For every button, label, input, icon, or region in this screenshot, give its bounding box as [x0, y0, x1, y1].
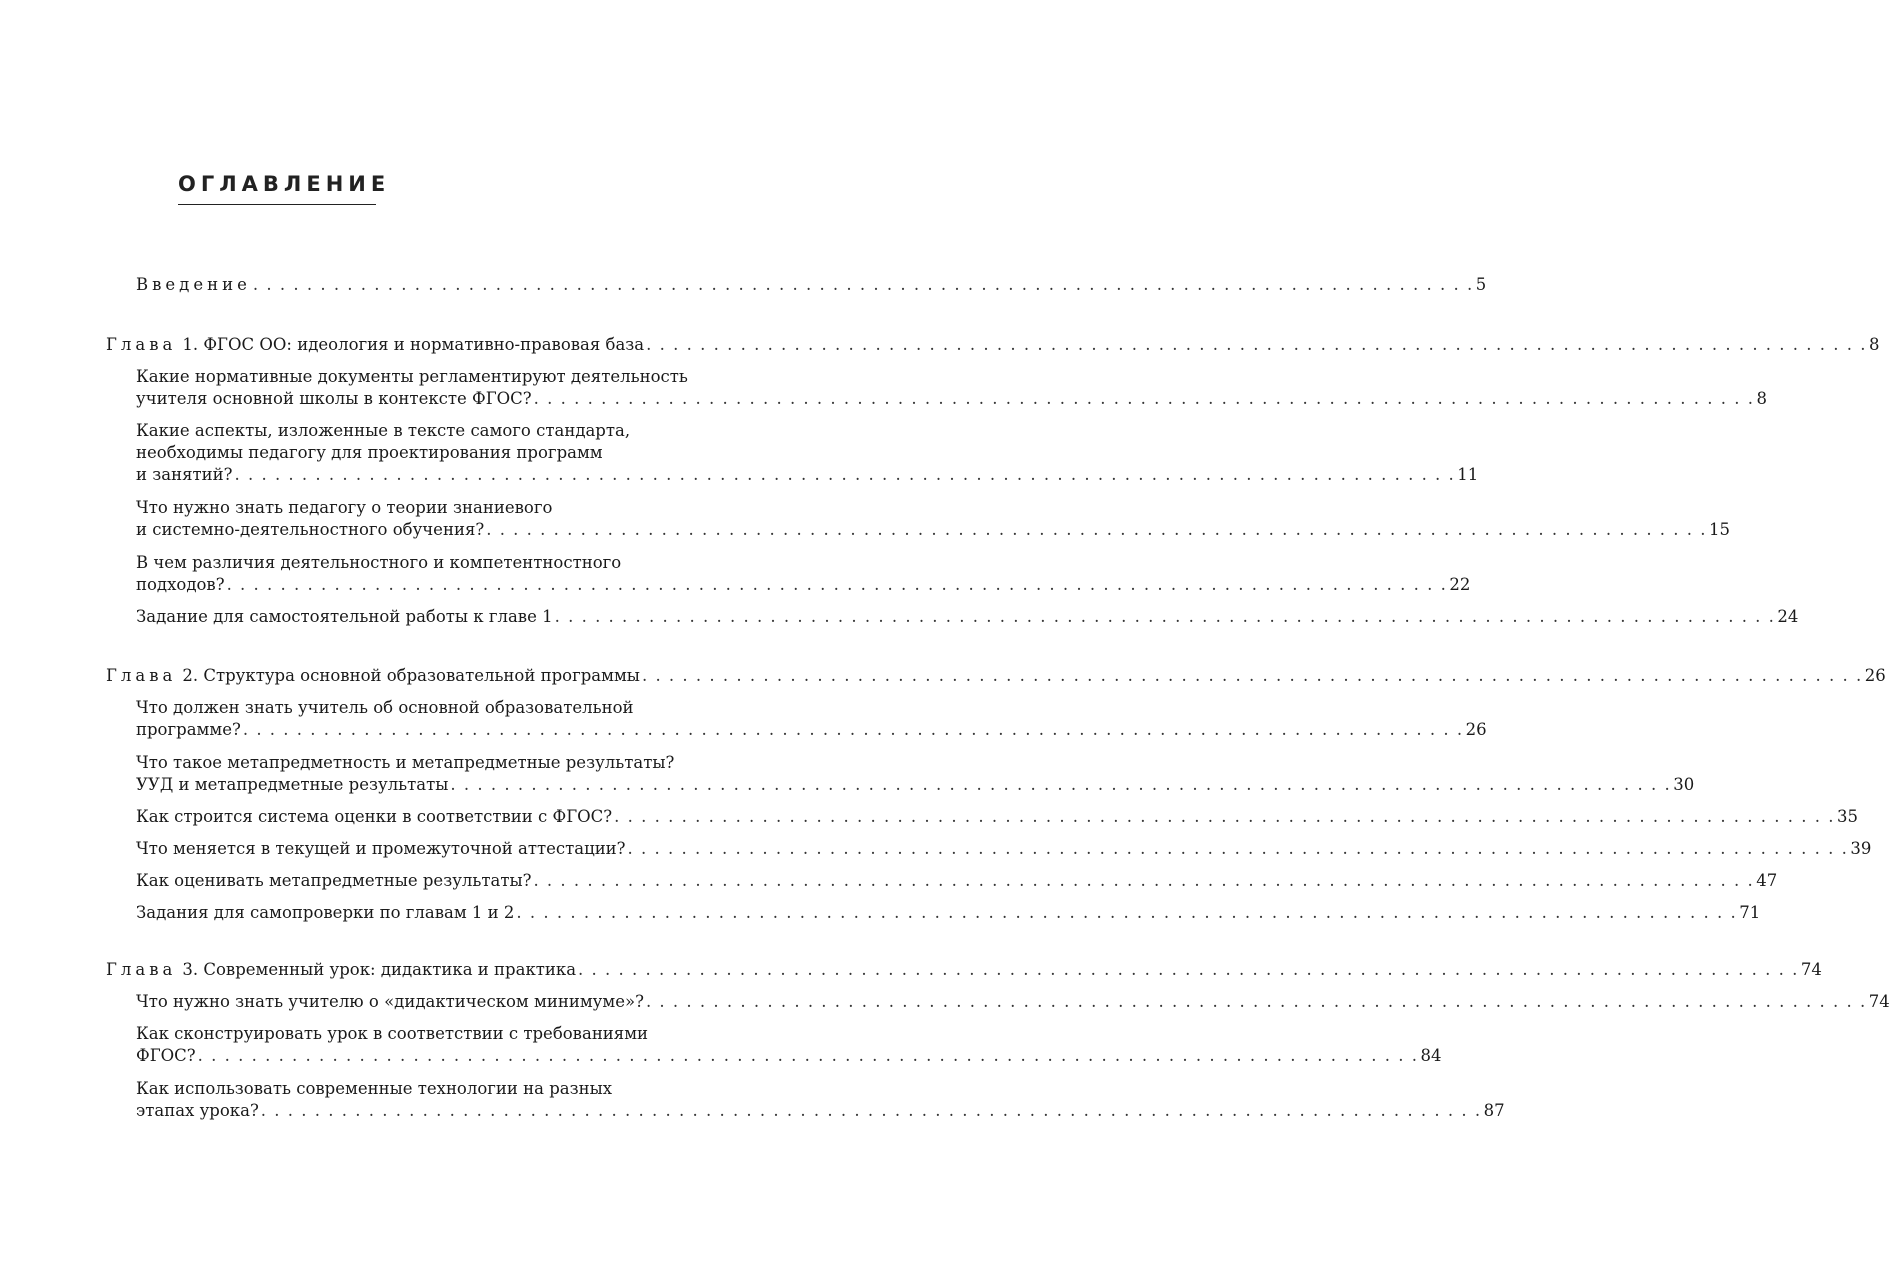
toc-entry-line — [136, 497, 732, 519]
leader-dots: . . . . . . . . . . . . . . . . . . . . . . . . . . . . . . . . . . . . . . . . . . . . . . . . . . . . . . . . . . . . . . . . . . . . . . . . . . . . . . . . . . . . . . . . . . . — [450, 775, 1672, 794]
section-2-5[interactable] — [136, 870, 1778, 892]
chapter-2[interactable] — [106, 665, 1886, 687]
section-2-2[interactable] — [136, 752, 1695, 796]
toc-entry-line — [136, 774, 1695, 796]
toc-entry-line — [136, 1045, 1442, 1067]
toc-entry-line — [136, 552, 732, 574]
section-title-line: Какие аспекты, изложенные в тексте самого стандарта, — [136, 421, 631, 440]
chapter-label: Глава — [106, 666, 177, 685]
page-number: 22 — [1449, 575, 1471, 594]
section-2-3[interactable] — [136, 806, 1858, 828]
page-number: 87 — [1483, 1101, 1505, 1120]
section-title-line: Как строится система оценки в соответствии с ФГОС? — [136, 807, 613, 826]
section-title-line: подходов? — [136, 575, 225, 594]
toc-entry-line — [136, 1100, 1505, 1122]
toc-entry-line — [136, 464, 1479, 486]
toc-entry-line — [136, 806, 1858, 828]
leader-dots: . . . . . . . . . . . . . . . . . . . . . . . . . . . . . . . . . . . . . . . . . . . . . . . . . . . . . . . . . . . . . . . . . . . . . . . . . . . . . . . . . . . . . . . . . . . — [252, 275, 1474, 294]
toc-entry-line — [136, 519, 1731, 541]
toc-entry-line — [106, 665, 1886, 687]
toc-entry-line — [136, 366, 732, 388]
section-title-line: Что такое метапредметность и метапредметные результаты? — [136, 753, 675, 772]
section-title-line: Какие нормативные документы регламентируют деятельность — [136, 367, 688, 386]
toc-entry-line — [106, 334, 1880, 356]
section-title-line: Как сконструировать урок в соответствии с требованиями — [136, 1024, 649, 1043]
intro-title: Введение — [136, 275, 251, 294]
page-number: 15 — [1709, 520, 1731, 539]
toc-entry-line — [136, 838, 1872, 860]
toc-entry-line — [136, 991, 1890, 1013]
section-title-line: В чем различия деятельностного и компетентностного — [136, 553, 622, 572]
section-title-line: ФГОС? — [136, 1046, 196, 1065]
section-2-4[interactable] — [136, 838, 1872, 860]
section-1-2[interactable] — [136, 420, 1479, 486]
chapter-title: 3. Современный урок: дидактика и практика — [182, 960, 577, 979]
leader-dots: . . . . . . . . . . . . . . . . . . . . . . . . . . . . . . . . . . . . . . . . . . . . . . . . . . . . . . . . . . . . . . . . . . . . . . . . . . . . . . . . . . . . . . . . . . . — [646, 335, 1867, 354]
section-title-line: Как использовать современные технологии на разных — [136, 1079, 613, 1098]
leader-dots: . . . . . . . . . . . . . . . . . . . . . . . . . . . . . . . . . . . . . . . . . . . . . . . . . . . . . . . . . . . . . . . . . . . . . . . . . . . . . . . . . . . . . . . . . . . — [226, 575, 1448, 594]
page-number: 8 — [1756, 389, 1767, 408]
section-1-1[interactable] — [136, 366, 1767, 410]
toc-entry-line — [136, 719, 1487, 741]
leader-dots: . . . . . . . . . . . . . . . . . . . . . . . . . . . . . . . . . . . . . . . . . . . . . . . . . . . . . . . . . . . . . . . . . . . . . . . . . . . . . . . . . . . . . . . . . . . — [614, 807, 1835, 826]
page-number: 24 — [1777, 607, 1799, 626]
page-number: 71 — [1739, 903, 1761, 922]
section-title-line: программе? — [136, 720, 241, 739]
leader-dots: . . . . . . . . . . . . . . . . . . . . . . . . . . . . . . . . . . . . . . . . . . . . . . . . . . . . . . . . . . . . . . . . . . . . . . . . . . . . . . . . . . . . . . . . . . . — [554, 607, 1776, 626]
toc-entry-intro[interactable] — [136, 274, 1487, 296]
toc-entry-line — [136, 1078, 732, 1100]
section-title-line: Что нужно знать учителю о «дидактическом минимуме»? — [136, 992, 644, 1011]
page-number: 39 — [1850, 839, 1872, 858]
leader-dots: . . . . . . . . . . . . . . . . . . . . . . . . . . . . . . . . . . . . . . . . . . . . . . . . . . . . . . . . . . . . . . . . . . . . . . . . . . . . . . . . . . . . . . . . . . . — [197, 1046, 1419, 1065]
toc-heading: ОГЛАВЛЕНИЕ — [178, 172, 376, 205]
page-number: 5 — [1475, 275, 1487, 294]
section-1-4[interactable] — [136, 552, 1471, 596]
section-title-line: Что нужно знать педагогу о теории знаниевого — [136, 498, 553, 517]
section-1-3[interactable] — [136, 497, 1731, 541]
toc-entry-line — [136, 1023, 732, 1045]
page-number: 26 — [1864, 666, 1886, 685]
section-2-6[interactable] — [136, 902, 1761, 924]
section-2-1[interactable] — [136, 697, 1487, 741]
section-title-line: и системно-деятельностного обучения? — [136, 520, 485, 539]
leader-dots: . . . . . . . . . . . . . . . . . . . . . . . . . . . . . . . . . . . . . . . . . . . . . . . . . . . . . . . . . . . . . . . . . . . . . . . . . . . . . . . . . . . . . . . . . . . — [486, 520, 1708, 539]
page-number: 30 — [1673, 775, 1695, 794]
toc-entry-line — [136, 870, 1778, 892]
section-title-line: и занятий? — [136, 465, 233, 484]
toc-entry-line — [136, 420, 732, 442]
chapter-label: Глава — [106, 335, 177, 354]
section-title-line: учителя основной школы в контексте ФГОС? — [136, 389, 532, 408]
toc-entry-line — [136, 574, 1471, 596]
page-number: 8 — [1868, 335, 1880, 354]
chapter-1[interactable] — [106, 334, 1880, 356]
leader-dots: . . . . . . . . . . . . . . . . . . . . . . . . . . . . . . . . . . . . . . . . . . . . . . . . . . . . . . . . . . . . . . . . . . . . . . . . . . . . . . . . . . . . . . . . . . . — [242, 720, 1464, 739]
section-title-line: УУД и метапредметные результаты — [136, 775, 449, 794]
section-1-5[interactable] — [136, 606, 1799, 628]
page-number: 11 — [1457, 465, 1479, 484]
section-3-3[interactable] — [136, 1078, 1505, 1122]
leader-dots: . . . . . . . . . . . . . . . . . . . . . . . . . . . . . . . . . . . . . . . . . . . . . . . . . . . . . . . . . . . . . . . . . . . . . . . . . . . . . . . . . . . . . . . . . . . — [533, 389, 1755, 408]
page-number: 84 — [1420, 1046, 1442, 1065]
leader-dots: . . . . . . . . . . . . . . . . . . . . . . . . . . . . . . . . . . . . . . . . . . . . . . . . . . . . . . . . . . . . . . . . . . . . . . . . . . . . . . . . . . . . . . . . . . . — [533, 871, 1755, 890]
leader-dots: . . . . . . . . . . . . . . . . . . . . . . . . . . . . . . . . . . . . . . . . . . . . . . . . . . . . . . . . . . . . . . . . . . . . . . . . . . . . . . . . . . . . . . . . . . . — [641, 666, 1863, 685]
page-number: 74 — [1868, 992, 1890, 1011]
page-number: 35 — [1836, 807, 1858, 826]
leader-dots: . . . . . . . . . . . . . . . . . . . . . . . . . . . . . . . . . . . . . . . . . . . . . . . . . . . . . . . . . . . . . . . . . . . . . . . . . . . . . . . . . . . . . . . . . . . — [627, 839, 1849, 858]
page-number: 74 — [1800, 960, 1822, 979]
section-title-line: Задания для самопроверки по главам 1 и 2 — [136, 903, 515, 922]
section-title-line: необходимы педагогу для проектирования программ — [136, 443, 603, 462]
section-title-line: Что должен знать учитель об основной образовательной — [136, 698, 634, 717]
leader-dots: . . . . . . . . . . . . . . . . . . . . . . . . . . . . . . . . . . . . . . . . . . . . . . . . . . . . . . . . . . . . . . . . . . . . . . . . . . . . . . . . . . . . . . . . . . . — [578, 960, 1799, 979]
toc-entry-line — [106, 959, 1822, 981]
toc-entry-line — [136, 752, 732, 774]
toc-entry-line — [136, 274, 1487, 296]
section-title-line: Задание для самостоятельной работы к главе 1 — [136, 607, 553, 626]
leader-dots: . . . . . . . . . . . . . . . . . . . . . . . . . . . . . . . . . . . . . . . . . . . . . . . . . . . . . . . . . . . . . . . . . . . . . . . . . . . . . . . . . . . . . . . . . . . — [645, 992, 1867, 1011]
section-title-line: этапах урока? — [136, 1101, 259, 1120]
toc-entry-line — [136, 697, 732, 719]
leader-dots: . . . . . . . . . . . . . . . . . . . . . . . . . . . . . . . . . . . . . . . . . . . . . . . . . . . . . . . . . . . . . . . . . . . . . . . . . . . . . . . . . . . . . . . . . . . — [260, 1101, 1482, 1120]
toc-entry-line — [136, 606, 1799, 628]
leader-dots: . . . . . . . . . . . . . . . . . . . . . . . . . . . . . . . . . . . . . . . . . . . . . . . . . . . . . . . . . . . . . . . . . . . . . . . . . . . . . . . . . . . . . . . . . . . — [234, 465, 1456, 484]
chapter-title: 1. ФГОС ОО: идеология и нормативно-правовая база — [182, 335, 645, 354]
section-title-line: Как оценивать метапредметные результаты? — [136, 871, 532, 890]
leader-dots: . . . . . . . . . . . . . . . . . . . . . . . . . . . . . . . . . . . . . . . . . . . . . . . . . . . . . . . . . . . . . . . . . . . . . . . . . . . . . . . . . . . . . . . . . . . — [516, 903, 1738, 922]
section-3-1[interactable] — [136, 991, 1890, 1013]
chapter-title: 2. Структура основной образовательной программы — [182, 666, 640, 685]
toc-entry-line — [136, 902, 1761, 924]
section-3-2[interactable] — [136, 1023, 1442, 1067]
toc-entry-line — [136, 388, 1767, 410]
page-number: 47 — [1756, 871, 1778, 890]
toc-entry-line — [136, 442, 732, 464]
chapter-3[interactable] — [106, 959, 1822, 981]
chapter-label: Глава — [106, 960, 177, 979]
page-number: 26 — [1465, 720, 1487, 739]
section-title-line: Что меняется в текущей и промежуточной аттестации? — [136, 839, 626, 858]
